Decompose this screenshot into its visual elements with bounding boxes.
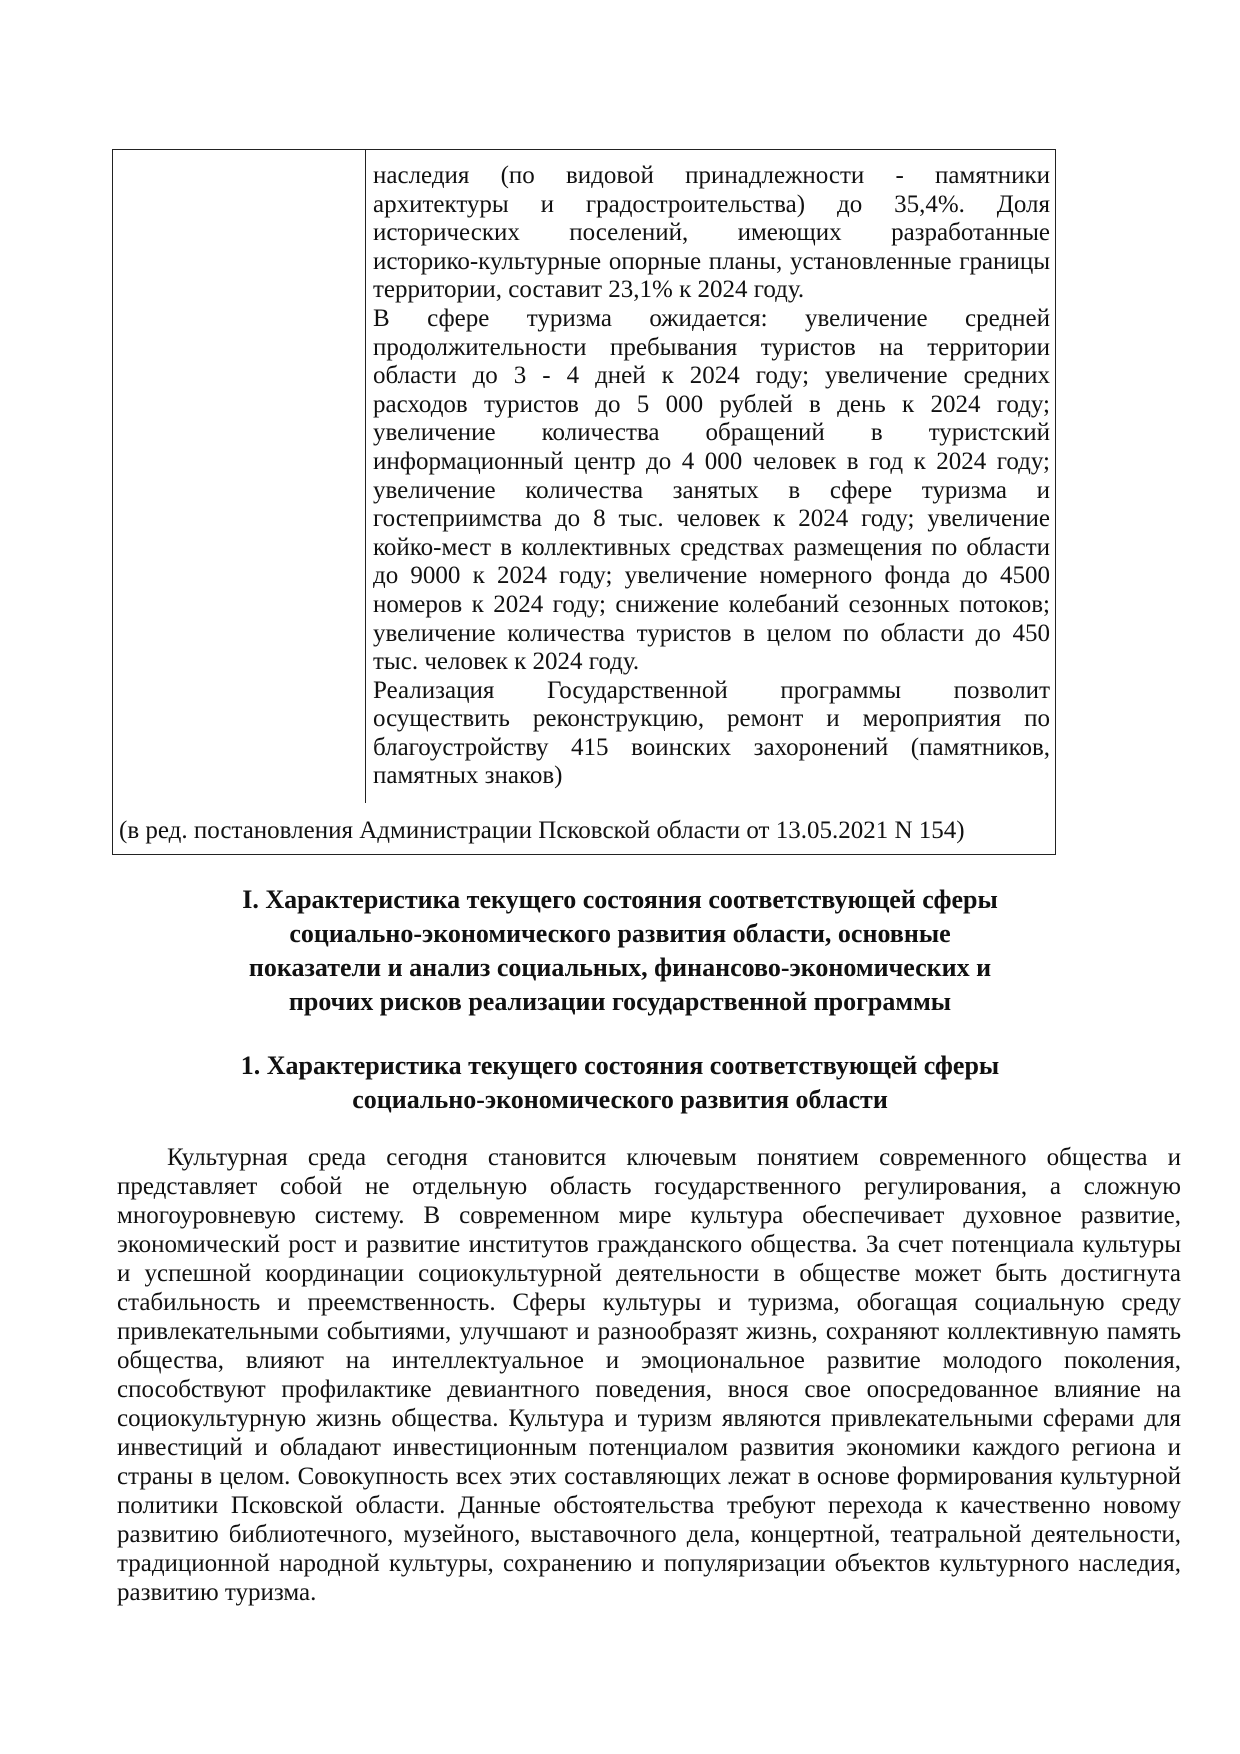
text-line: увеличение количества туристов в целом по области до 450 bbox=[373, 619, 1050, 647]
text-line: благоустройству 415 воинских захоронений (памятников, bbox=[373, 733, 1050, 761]
text-line: расходов туристов до 5 000 рублей в день к 2024 году; bbox=[373, 390, 1050, 418]
table-footnote: (в ред. постановления Администрации Псковской области от 13.05.2021 N 154) bbox=[119, 817, 965, 844]
text-line: развитию туризма. bbox=[117, 1579, 317, 1606]
text-line: осуществить реконструкцию, ремонт и мероприятия по bbox=[373, 705, 1050, 733]
text-line: инвестиций и обладают инвестиционным потенциалом развития экономики каждого региона и bbox=[117, 1434, 1181, 1461]
targets-table bbox=[112, 149, 1056, 855]
body-paragraph bbox=[117, 1143, 1181, 1607]
text-line: информационный центр до 4 000 человек в год к 2024 году; bbox=[373, 447, 1050, 475]
heading-line: прочих рисков реализации государственной программы bbox=[288, 987, 952, 1016]
text-line: способствуют профилактике девиантного поведения, внося свое опосредованное влияние на bbox=[117, 1376, 1181, 1403]
text-line: привлекательными событиями, улучшают и разнообразят жизнь, сохраняют коллективную память bbox=[117, 1318, 1181, 1345]
text-line: социокультурную жизнь общества. Культура и туризм являются привлекательными сферами для bbox=[117, 1405, 1181, 1432]
table-cell-expected-results bbox=[373, 162, 1050, 791]
text-line: наследия (по видовой принадлежности - памятники bbox=[373, 162, 1050, 189]
text-line: экономический рост и развитие институтов гражданского общества. За счет потенциала культуры bbox=[117, 1231, 1181, 1258]
text-line: гостеприимства до 8 тыс. человек к 2024 году; увеличение bbox=[373, 505, 1050, 533]
text-line: до 9000 к 2024 году; увеличение номерного фонда до 4500 bbox=[373, 562, 1050, 590]
column-divider bbox=[365, 150, 366, 803]
text-line: стабильность и преемственность. Сферы культуры и туризма, обогащая социальную среду bbox=[117, 1289, 1181, 1316]
text-line: традиционной народной культуры, сохранению и популяризации объектов культурного наследия, bbox=[117, 1550, 1181, 1577]
text-line: территории, составит 23,1% к 2024 году. bbox=[373, 276, 805, 304]
text-line: памятных знаков) bbox=[373, 762, 563, 790]
heading-line: социально-экономического развития области bbox=[352, 1085, 888, 1114]
heading-line: I. Характеристика текущего состояния соответствующей сферы bbox=[242, 885, 998, 914]
text-line: увеличение количества обращений в туристский bbox=[373, 419, 1050, 447]
text-line: тыс. человек к 2024 году. bbox=[373, 648, 640, 676]
text-line: койко-мест в коллективных средствах размещения по области bbox=[373, 533, 1050, 561]
text-line: и успешной координации социокультурной деятельности в обществе может быть достигнута bbox=[117, 1260, 1181, 1287]
text-line: архитектуры и градостроительства) до 35,4%. Доля bbox=[373, 190, 1050, 218]
heading-line: показатели и анализ социальных, финансово-экономических и bbox=[248, 953, 992, 982]
heading-line: социально-экономического развития области, основные bbox=[289, 919, 951, 948]
text-line: увеличение количества занятых в сфере туризма и bbox=[373, 476, 1050, 504]
text-line: многоуровневую систему. В современном мире культура обеспечивает духовное развитие, bbox=[117, 1202, 1181, 1229]
text-line: Культурная среда сегодня становится ключевым понятием современного общества и bbox=[167, 1144, 1181, 1171]
text-line: области до 3 - 4 дней к 2024 году; увеличение средних bbox=[373, 362, 1050, 390]
text-line: Реализация Государственной программы позволит bbox=[373, 676, 1050, 704]
text-line: политики Псковской области. Данные обстоятельства требуют перехода к качественно новому bbox=[117, 1492, 1181, 1519]
text-line: представляет собой не отдельную область государственного регулирования, а сложную bbox=[117, 1173, 1181, 1200]
text-line: исторических поселений, имеющих разработанные bbox=[373, 219, 1050, 247]
text-line: В сфере туризма ожидается: увеличение средней bbox=[373, 304, 1050, 332]
section-heading bbox=[0, 883, 1240, 1019]
text-line: развитию библиотечного, музейного, выставочного дела, концертной, театральной деятельности, bbox=[117, 1521, 1181, 1548]
text-line: продолжительности пребывания туристов на территории bbox=[373, 333, 1050, 361]
text-line: номеров к 2024 году; снижение колебаний сезонных потоков; bbox=[373, 590, 1050, 618]
heading-line: 1. Характеристика текущего состояния соответствующей сферы bbox=[240, 1051, 1000, 1080]
subsection-heading bbox=[0, 1049, 1240, 1117]
text-line: общества, влияют на интеллектуальное и эмоциональное развитие молодого поколения, bbox=[117, 1347, 1181, 1374]
text-line: страны в целом. Совокупность всех этих составляющих лежат в основе формирования культурной bbox=[117, 1463, 1181, 1490]
text-line: историко-культурные опорные планы, установленные границы bbox=[373, 247, 1050, 275]
